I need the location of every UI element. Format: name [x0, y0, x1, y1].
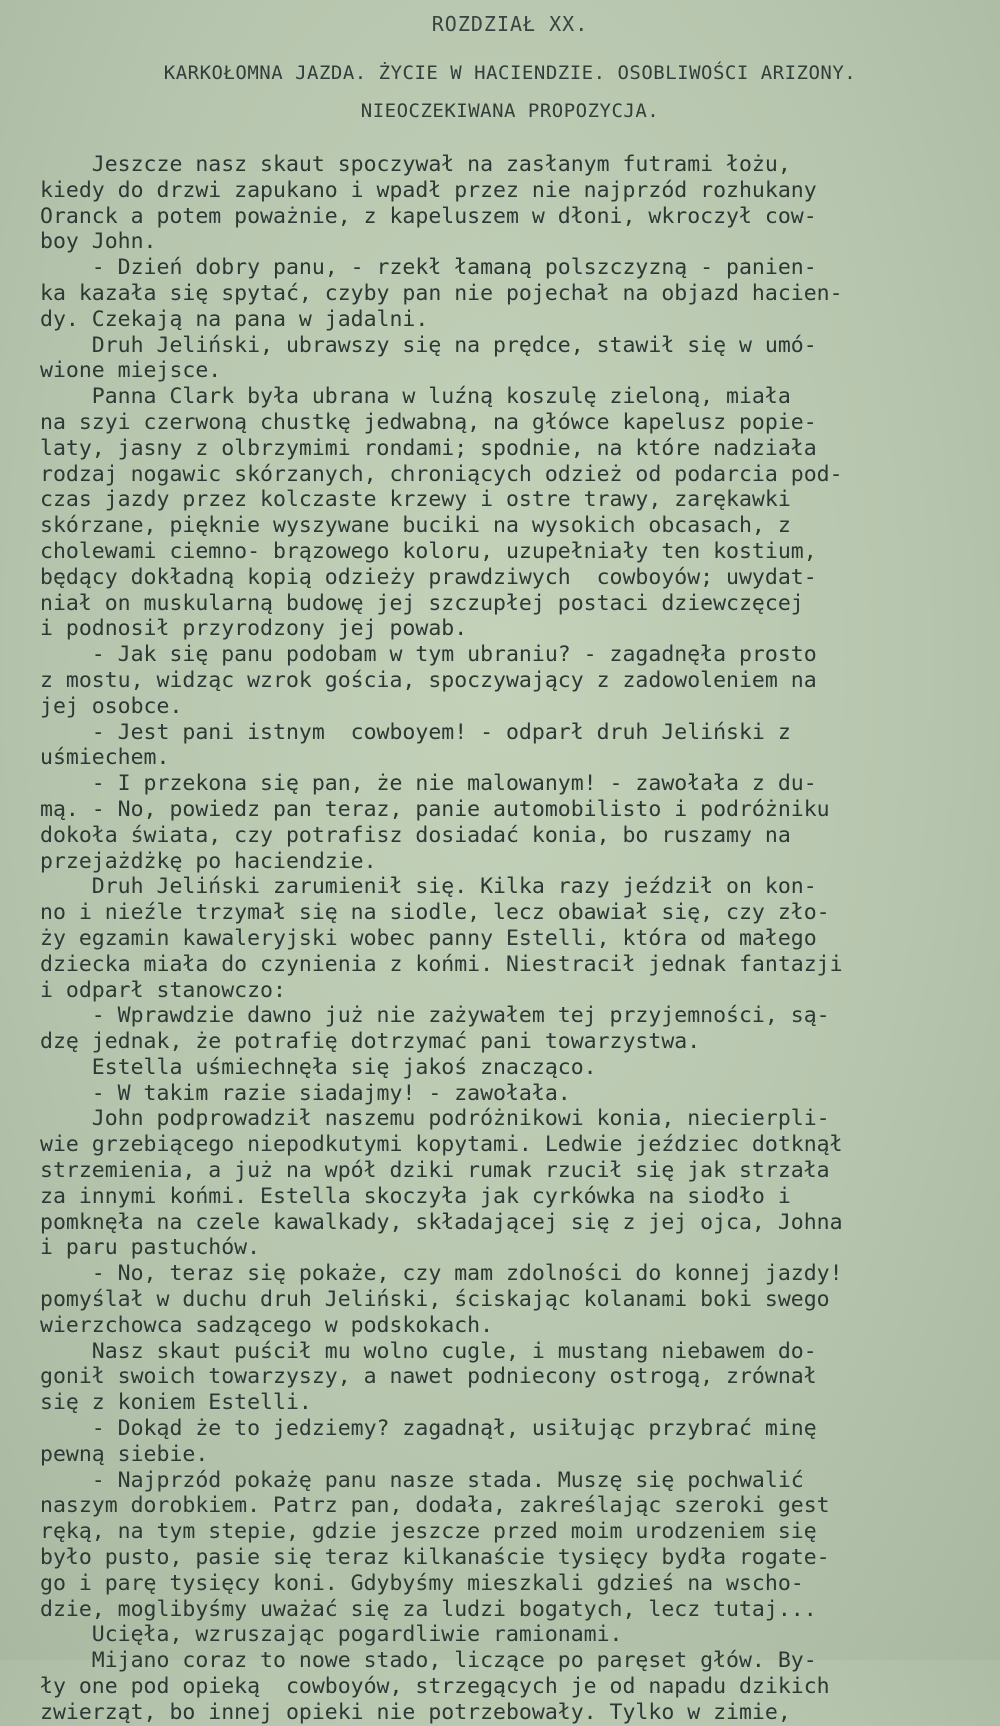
text-line: uśmiechem.	[40, 745, 170, 771]
text-line: - Dzień dobry panu, - rzekł łamaną polszczyzną - panien-	[40, 255, 817, 281]
text-line: strzemienia, a już na wpół dziki rumak rzucił się jak strzała	[40, 1158, 830, 1184]
text-line: - I przekona się pan, że nie malowanym! - zawołała z du-	[40, 771, 817, 797]
text-line: mą. - No, powiedz pan teraz, panie automobilisto i podróżniku	[40, 796, 830, 822]
text-line: za innymi końmi. Estella skoczyła jak cyrkówka na siodło i	[40, 1183, 791, 1209]
chapter-body-text	[40, 152, 980, 1726]
text-line: dy. Czekają na pana w jadalni.	[40, 306, 429, 332]
text-line: ka kazała się spytać, czyby pan nie pojechał na objazd hacien-	[40, 280, 843, 306]
text-line: będący dokładną kopią odzieży prawdziwych cowboyów; uwydat-	[40, 564, 817, 590]
text-line: z mostu, widząc wzrok gościa, spoczywający z zadowoleniem na	[40, 667, 817, 693]
text-line: naszym dorobkiem. Patrz pan, dodała, zakreślając szeroki gest	[40, 1493, 830, 1519]
text-line: i paru pastuchów.	[40, 1235, 261, 1261]
text-line: niał on muskularną budowę jej szczupłej postaci dziewczęcej	[40, 590, 804, 616]
text-line: Nasz skaut puścił mu wolno cugle, i mustang niebawem do-	[40, 1338, 817, 1364]
text-line: się z koniem Estelli.	[40, 1390, 312, 1416]
text-line: wierzchowca sadzącego w podskokach.	[40, 1312, 494, 1338]
text-line: Jeszcze nasz skaut spoczywał na zasłanym futrami łożu,	[40, 152, 791, 177]
text-line: no i nieźle trzymał się na siodle, lecz obawiał się, czy zło-	[40, 900, 830, 926]
text-line: Oranck a potem poważnie, z kapeluszem w dłoni, wkroczył cow-	[40, 203, 817, 229]
text-line: ręką, na tym stepie, gdzie jeszcze przed moim urodzeniem się	[40, 1519, 817, 1545]
text-line: dokoła świata, czy potrafisz dosiadać konia, bo ruszamy na	[40, 822, 791, 848]
text-line: gonił swoich towarzyszy, a nawet podniecony ostrogą, zrównał	[40, 1364, 817, 1390]
text-line: boy John.	[40, 229, 157, 255]
text-line: pewną siebie.	[40, 1441, 209, 1467]
text-line: - Jest pani istnym cowboyem! - odparł druh Jeliński z	[40, 719, 791, 745]
text-line: - W takim razie siadajmy! - zawołała.	[40, 1080, 571, 1106]
text-line: wie grzebiącego niepodkutymi kopytami. Ledwie jeździec dotknął	[40, 1132, 843, 1158]
text-line: cholewami ciemno- brązowego koloru, uzupełniały ten kostium,	[40, 538, 817, 564]
text-line: zwierząt, bo innej opieki nie potrzebowały. Tylko w zimie,	[40, 1699, 791, 1725]
text-line: Mijano coraz to nowe stado, liczące po paręset głów. By-	[40, 1648, 817, 1674]
text-line: dziecka miała do czynienia z końmi. Niestracił jednak fantazji	[40, 951, 843, 977]
text-line: na szyi czerwoną chustkę jedwabną, na główce kapelusz popie-	[40, 409, 817, 435]
text-line: było pusto, pasie się teraz kilkanaście tysięcy bydła rogate-	[40, 1545, 830, 1571]
text-line: Panna Clark była ubrana w luźną koszulę zieloną, miała	[40, 384, 791, 410]
chapter-subtitle-line-2: NIEOCZEKIWANA PROPOZYCJA.	[360, 100, 660, 122]
chapter-heading: ROZDZIAŁ XX.	[431, 12, 589, 36]
text-line: jej osobce.	[40, 693, 183, 719]
text-line: - No, teraz się pokaże, czy mam zdolności do konnej jazdy!	[40, 1261, 843, 1287]
text-line: i podnosił przyrodzony jej powab.	[40, 616, 468, 642]
text-line: Druh Jeliński zarumienił się. Kilka razy jeździł on kon-	[40, 874, 817, 900]
text-line: ły one pod opieką cowboyów, strzegących je od napadu dzikich	[40, 1674, 830, 1700]
text-line: dzę jednak, że potrafię dotrzymać pani towarzystwa.	[40, 1029, 701, 1055]
text-line: ży egzamin kawaleryjski wobec panny Estelli, która od małego	[40, 925, 817, 951]
text-line: - Dokąd że to jedziemy? zagadnął, usiłując przybrać minę	[40, 1416, 817, 1442]
text-line: rodzaj nogawic skórzanych, chroniących odzież od podarcia pod-	[40, 461, 843, 487]
text-line: czas jazdy przez kolczaste krzewy i ostre trawy, zarękawki	[40, 487, 791, 513]
text-line: pomknęła na czele kawalkady, składającej się z jej ojca, Johna	[40, 1209, 843, 1235]
text-line: - Wprawdzie dawno już nie zażywałem tej przyjemności, są-	[40, 1003, 830, 1029]
text-line: Ucięła, wzruszając pogardliwie ramionami.	[40, 1622, 623, 1648]
text-line: kiedy do drzwi zapukano i wpadł przez nie najprzód rozhukany	[40, 177, 817, 203]
text-line: Druh Jeliński, ubrawszy się na prędce, stawił się w umó-	[40, 332, 817, 358]
text-line: Estella uśmiechnęła się jakoś znacząco.	[40, 1054, 597, 1080]
chapter-subtitle-line-1: KARKOŁOMNA JAZDA. ŻYCIE W HACIENDZIE. OSOBLIWOŚCI ARIZONY.	[163, 62, 857, 84]
text-line: dzie, moglibyśmy uważać się za ludzi bogatych, lecz tutaj...	[40, 1596, 817, 1622]
text-line: go i parę tysięcy koni. Gdybyśmy mieszkali gdzieś na wscho-	[40, 1570, 804, 1596]
text-line: przejażdżkę po haciendzie.	[40, 848, 377, 874]
text-line: skórzane, pięknie wyszywane buciki na wysokich obcasach, z	[40, 513, 791, 539]
text-line: laty, jasny z olbrzymimi rondami; spodnie, na które nadziała	[40, 435, 817, 461]
text-line: wione miejsce.	[40, 358, 222, 384]
text-line: John podprowadził naszemu podróżnikowi konia, niecierpli-	[40, 1106, 830, 1132]
text-line: - Jak się panu podobam w tym ubraniu? - zagadnęła prosto	[40, 642, 817, 668]
text-line: pomyślał w duchu druh Jeliński, ściskając kolanami boki swego	[40, 1287, 830, 1313]
text-line: - Najprzód pokażę panu nasze stada. Muszę się pochwalić	[40, 1467, 804, 1493]
text-line: i odparł stanowczo:	[40, 977, 286, 1003]
